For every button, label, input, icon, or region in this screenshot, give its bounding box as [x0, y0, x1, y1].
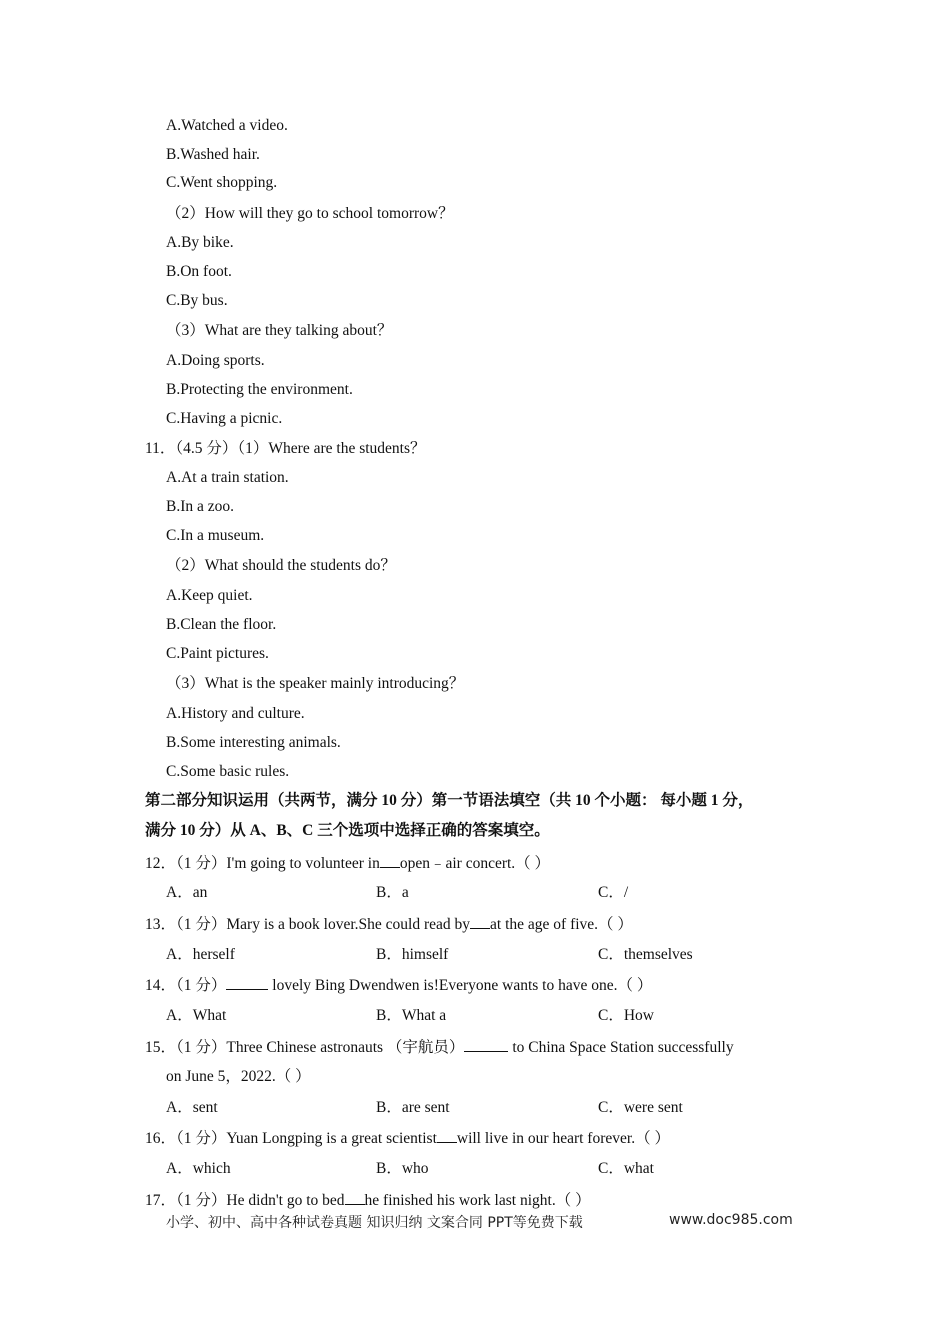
option-q10-3-a: A.Doing sports. — [166, 352, 265, 369]
option-q10-1-c: C.Went shopping. — [166, 174, 278, 191]
subquestion-q11-3: （3）What is the speaker mainly introducing？ — [166, 675, 465, 692]
option-q10-3-c: C.Having a picnic. — [166, 410, 283, 427]
choice-c: C．themselves — [598, 946, 693, 963]
question-11-heading: 11．（4.5 分）（1）Where are the students？ — [145, 440, 426, 457]
question-stem: 17．（1 分）He didn't go to bed — [145, 1192, 345, 1209]
choice-b: B．who — [376, 1160, 429, 1177]
section-heading-line2: 满分 10 分）从 A、B、C 三个选项中选择正确的答案填空。 — [145, 822, 550, 839]
choice-c: C．what — [598, 1160, 654, 1177]
option-q11-2-a: A.Keep quiet. — [166, 587, 253, 604]
question-stem: 13．（1 分）Mary is a book lover.She could read by — [145, 916, 471, 933]
question-stem-rest: to China Space Station successfully — [508, 1039, 734, 1056]
answer-blank — [437, 1128, 457, 1143]
question-17 — [145, 1190, 591, 1211]
option-q11-3-b: B.Some interesting animals. — [166, 734, 341, 751]
option-q10-1-b: B.Washed hair. — [166, 146, 260, 163]
option-q10-2-c: C.By bus. — [166, 292, 228, 309]
question-stem-rest: at the age of five.（ ） — [490, 916, 633, 933]
question-13 — [145, 914, 633, 935]
option-q11-2-c: C.Paint pictures. — [166, 645, 269, 662]
option-q10-2-b: B.On foot. — [166, 263, 232, 280]
question-stem-rest: open﹣air concert.（ ） — [399, 855, 551, 872]
choice-a: A．which — [166, 1160, 231, 1177]
option-q10-1-a: A.Watched a video. — [166, 117, 288, 134]
footer-text: 小学、初中、高中各种试卷真题 知识归纳 文案合同 PPT等免费下载 — [166, 1215, 583, 1231]
choice-c: C．How — [598, 1007, 654, 1024]
choice-b: B．What a — [376, 1007, 447, 1024]
option-q11-1-a: A.At a train station. — [166, 469, 289, 486]
question-stem-rest: he finished his work last night.（ ） — [364, 1192, 591, 1209]
question-16 — [145, 1128, 670, 1149]
answer-blank — [464, 1037, 508, 1052]
choice-b: B．himself — [376, 946, 449, 963]
answer-blank — [380, 853, 400, 868]
footer-link[interactable]: www.doc985.com — [669, 1212, 793, 1228]
option-q11-3-c: C.Some basic rules. — [166, 763, 290, 780]
question-stem: 15．（1 分）Three Chinese astronauts （宇航员） — [145, 1039, 465, 1056]
choice-b: B．are sent — [376, 1099, 450, 1116]
question-14 — [145, 975, 652, 996]
choice-c: C．/ — [598, 884, 629, 901]
question-stem-rest: lovely Bing Dwendwen is!Everyone wants to have one.（ ） — [268, 977, 653, 994]
option-q10-3-b: B.Protecting the environment. — [166, 381, 353, 398]
question-15 — [145, 1037, 734, 1058]
answer-blank — [345, 1190, 365, 1205]
section-heading-line1: 第二部分知识运用（共两节，满分 10 分）第一节语法填空（共 10 个小题： 每小题 1 分， — [145, 792, 754, 809]
question-15-continued: on June 5，2022.（ ） — [166, 1068, 311, 1085]
question-stem-rest: will live in our heart forever.（ ） — [456, 1130, 670, 1147]
subquestion-q10-3: （3）What are they talking about？ — [166, 322, 393, 339]
question-stem: 12．（1 分）I'm going to volunteer in — [145, 855, 380, 872]
subquestion-q11-2: （2）What should the students do？ — [166, 557, 396, 574]
answer-blank — [226, 975, 268, 990]
option-q11-1-b: B.In a zoo. — [166, 498, 235, 515]
option-q10-2-a: A.By bike. — [166, 234, 234, 251]
question-12 — [145, 853, 550, 874]
choice-a: A．an — [166, 884, 208, 901]
answer-blank — [470, 914, 490, 929]
subquestion-q10-2: （2）How will they go to school tomorrow？ — [166, 205, 454, 222]
choice-a: A．herself — [166, 946, 235, 963]
choice-c: C．were sent — [598, 1099, 683, 1116]
choice-a: A．sent — [166, 1099, 218, 1116]
option-q11-1-c: C.In a museum. — [166, 527, 265, 544]
question-stem: 16．（1 分）Yuan Longping is a great scientist — [145, 1130, 437, 1147]
choice-b: B．a — [376, 884, 409, 901]
option-q11-2-b: B.Clean the floor. — [166, 616, 277, 633]
choice-a: A．What — [166, 1007, 227, 1024]
question-stem: 14．（1 分） — [145, 977, 227, 994]
option-q11-3-a: A.History and culture. — [166, 705, 305, 722]
